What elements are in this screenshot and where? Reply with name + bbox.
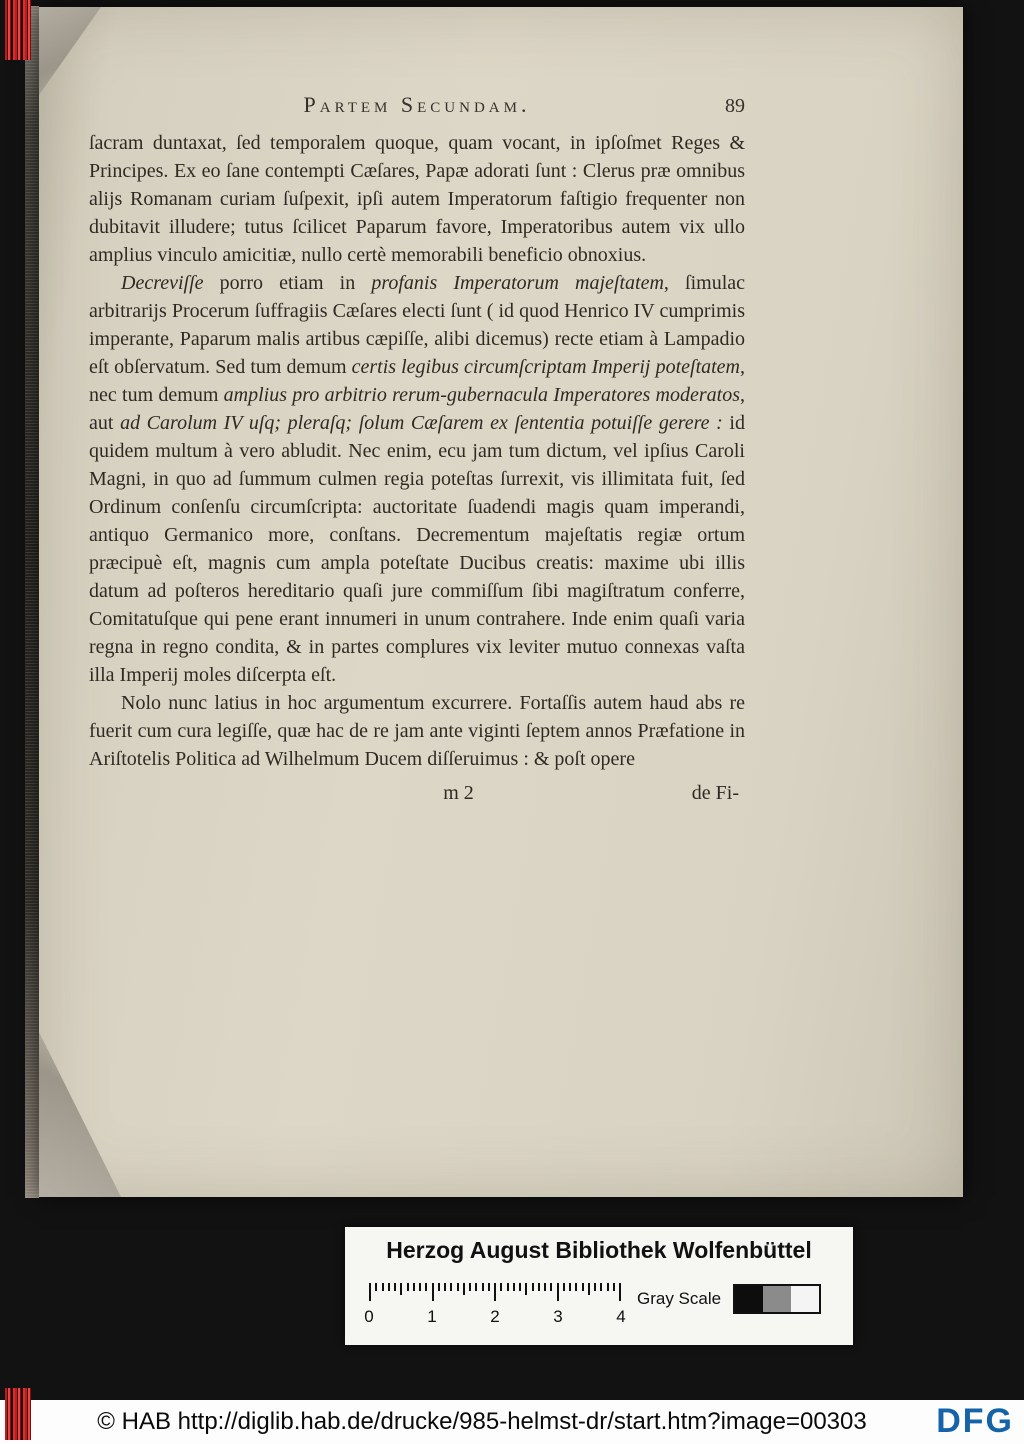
- text-segment: porro etiam in: [203, 272, 372, 294]
- ruler-tick: [513, 1283, 515, 1291]
- ruler-number: 0: [364, 1307, 374, 1326]
- text-segment: ad Carolum IV uſq; pleraſq; ſolum Cæſarem ex ſententia potuiſſe gerere :: [120, 412, 723, 434]
- text-segment: id quidem multum à vero abludit. Nec enim, ecu jam tum dictum, vel ipſius Caroli Magni, in quo ad ſummum culmen regia poteſtas ſurrexit, vis illimitata fuit, ſed Ordinum conſenſu circumſcripta: auctoritate ſuadendi magis quam imperandi, antiquo Germanico more, conſtans. Decrementum majeſtatis regiæ ortum præcipuè eſt, magnis cum ampla poteſtate Ducibus creatis: maxime ubi illis datum ad poſteros hereditario quaſi jure commiſſum ſibi magiſtratum conferre, Comitatuſque qui pene erant innumeri in unum contrahere. Inde enim quaſi varia regna in regno condita, & in partes complures vix leviter mutuo connexas vaſta illa Imperij moles diſcerpta eſt.: [89, 412, 745, 686]
- ruler-number: 4: [616, 1307, 626, 1326]
- catchword: de Fi-: [691, 782, 739, 804]
- ruler-tick: [557, 1283, 559, 1301]
- ruler-tick: [375, 1283, 377, 1291]
- gray-scale-patch: [733, 1284, 821, 1314]
- ruler-numbers: [364, 1307, 626, 1329]
- ruler-tick: [550, 1283, 552, 1291]
- ruler-tick: [425, 1283, 427, 1291]
- ruler-tick: [507, 1283, 509, 1291]
- signature-mark: m 2: [443, 782, 474, 804]
- paragraph: [89, 129, 745, 269]
- ruler-tick: [525, 1283, 527, 1295]
- ruler-tick: [494, 1283, 496, 1301]
- ruler-tick: [382, 1283, 384, 1291]
- ruler-tick: [450, 1283, 452, 1291]
- ruler-tick: [394, 1283, 396, 1291]
- text-segment: ſacram duntaxat, ſed temporalem quoque, quam vocant, in ipſoſmet Reges & Principes. Ex eo ſane contempti Cæſares, Papæ adorati ſunt : Clerus præ omnibus alijs Romanam curiam ſuſpexit, ipſi autem Imperatorum faſtigio frequenter non dubitavit illudere; tutus ſcilicet Paparum favore, Imperatoribus autem vix ullo amplius vinculo amicitiæ, nullo certè memorabili beneficio obnoxius.: [89, 132, 745, 266]
- ruler-tick: [500, 1283, 502, 1291]
- text-segment: profanis Imperatorum majeſtatem: [371, 272, 664, 294]
- text-segment: Decreviſſe: [121, 272, 204, 294]
- ruler-tick: [369, 1283, 371, 1301]
- ruler-number: 3: [553, 1307, 563, 1326]
- dfg-logo: DFG: [936, 1402, 1014, 1440]
- gray-scale-cell-white: [791, 1286, 819, 1312]
- page-text: [89, 129, 745, 773]
- ruler-tick: [407, 1283, 409, 1291]
- text-segment: certis legibus circumſcriptam Imperij poteſtatem: [351, 356, 740, 378]
- text-segment: , aut: [89, 384, 745, 434]
- ruler-tick: [488, 1283, 490, 1291]
- ruler-tick: [619, 1283, 621, 1301]
- ruler-tick: [582, 1283, 584, 1291]
- paragraph: [89, 689, 745, 773]
- ruler-tick: [519, 1283, 521, 1291]
- calibration-color-bars-top: [5, 0, 31, 60]
- ruler-tick: [432, 1283, 434, 1301]
- gray-scale-cell-gray: [763, 1286, 791, 1312]
- text-segment: , nec tum demum: [89, 356, 745, 406]
- ruler-tick: [607, 1283, 609, 1291]
- gray-scale-cell-black: [735, 1286, 763, 1312]
- page-header: [89, 91, 745, 119]
- page-number: 89: [725, 95, 745, 117]
- copyright-text: © HAB http://diglib.hab.de/drucke/985-helmst-dr/start.htm?image=00303: [97, 1408, 867, 1435]
- book-fore-edge: [25, 6, 39, 1198]
- ruler-tick: [538, 1283, 540, 1291]
- ruler-tick: [419, 1283, 421, 1291]
- ruler-tick: [613, 1283, 615, 1291]
- ruler-tick: [469, 1283, 471, 1291]
- ruler-number: 2: [490, 1307, 500, 1326]
- ruler: [364, 1283, 626, 1335]
- ruler-tick: [482, 1283, 484, 1291]
- ruler-tick: [388, 1283, 390, 1291]
- calibration-card: [345, 1227, 853, 1345]
- ruler-tick: [438, 1283, 440, 1291]
- ruler-tick: [563, 1283, 565, 1291]
- page-corner-shadow-bottom: [39, 1032, 121, 1197]
- ruler-tick: [569, 1283, 571, 1291]
- ruler-ticks: [369, 1283, 621, 1301]
- ruler-tick: [400, 1283, 402, 1295]
- ruler-tick: [532, 1283, 534, 1291]
- ruler-tick: [600, 1283, 602, 1291]
- ruler-number: 1: [427, 1307, 437, 1326]
- ruler-tick: [413, 1283, 415, 1291]
- library-name: Herzog August Bibliothek Wolfenbüttel: [386, 1237, 812, 1263]
- calibration-color-bars-bottom: [5, 1388, 31, 1440]
- signature-row: [89, 779, 745, 809]
- gray-scale: [637, 1284, 821, 1314]
- ruler-tick: [457, 1283, 459, 1291]
- book-page: [39, 7, 963, 1197]
- ruler-tick: [594, 1283, 596, 1291]
- text-segment: Nolo nunc latius in hoc argumentum excurrere. Fortaſſis autem haud abs re fuerit cum cura legiſſe, quæ hac de re jam ante viginti ſeptem annos Præfatione in Ariſtotelis Politica ad Wilhelmum Ducem diſſeruimus : & poſt opere: [89, 692, 745, 770]
- gray-scale-label: Gray Scale: [637, 1289, 722, 1308]
- ruler-tick: [463, 1283, 465, 1295]
- ruler-tick: [575, 1283, 577, 1291]
- ruler-tick: [444, 1283, 446, 1291]
- text-segment: amplius pro arbitrio rerum-gubernacula Imperatores moderatos: [223, 384, 740, 406]
- page-title: Partem Secundam.: [303, 92, 531, 117]
- paragraph: [89, 269, 745, 689]
- ruler-tick: [544, 1283, 546, 1291]
- page-text-block: [89, 91, 745, 809]
- ruler-tick: [588, 1283, 590, 1295]
- footer-bar: [0, 1400, 1024, 1444]
- text-segment: , ſimulac arbitrarijs Procerum ſuffragiis Cæſares electi ſunt ( id quod Henrico IV cumprimis imperante, Paparum malis artibus cæpiſſe, alibi dicemus) recte etiam à Lampadio eſt obſervatum. Sed tum demum: [89, 272, 746, 378]
- page-corner-shadow-top: [39, 7, 101, 95]
- calibration-row: [364, 1283, 837, 1339]
- ruler-tick: [475, 1283, 477, 1291]
